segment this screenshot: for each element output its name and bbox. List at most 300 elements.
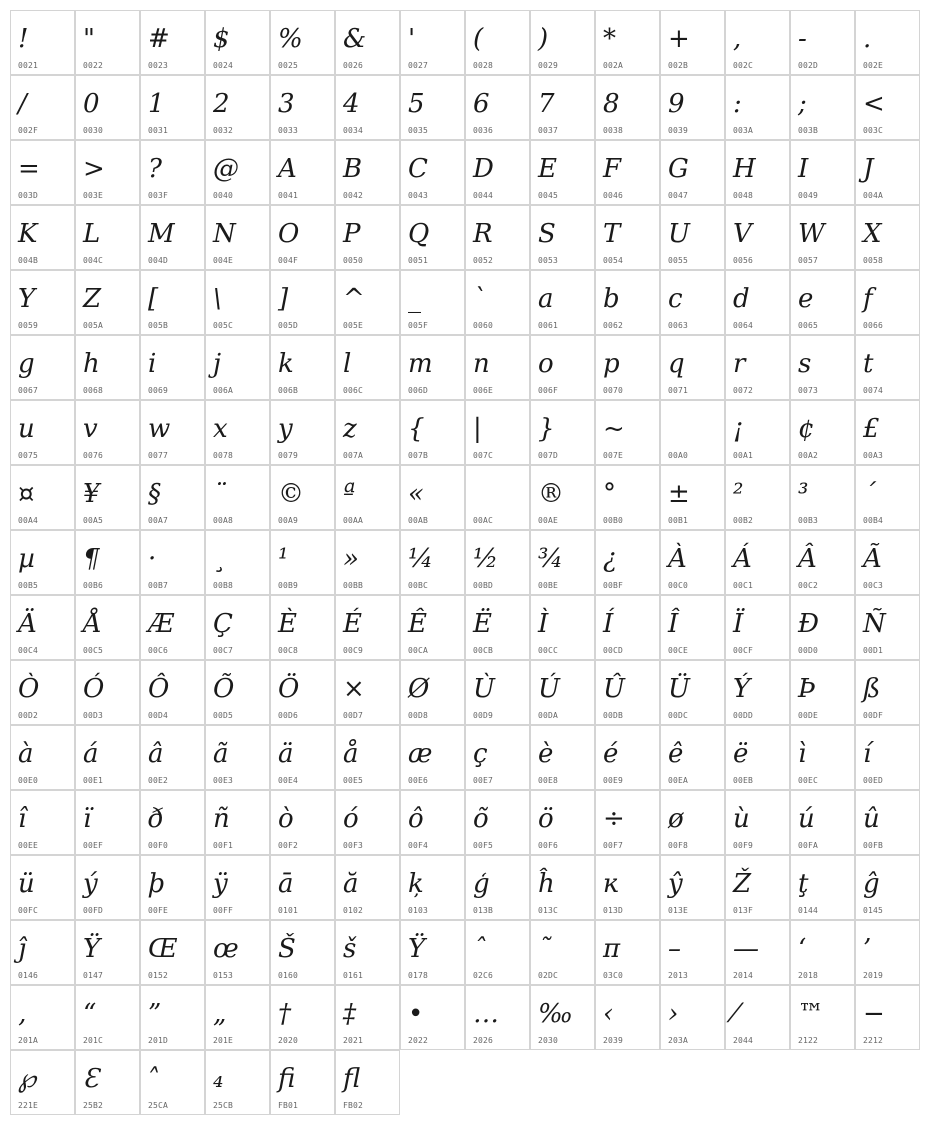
glyph-char: q: [668, 349, 685, 379]
glyph-cell: [855, 790, 920, 855]
glyph-cell: [660, 530, 725, 595]
glyph-cell: [140, 530, 205, 595]
glyph-codepoint: 201D: [148, 1036, 169, 1045]
glyph-cell: [855, 725, 920, 790]
glyph-cell: [725, 920, 790, 985]
glyph-char: /: [18, 89, 27, 119]
glyph-cell: [10, 10, 75, 75]
glyph-char: }: [538, 414, 555, 444]
glyph-cell: [10, 660, 75, 725]
glyph-cell: [140, 270, 205, 335]
glyph-codepoint: 0160: [278, 971, 299, 980]
glyph-char: D: [473, 154, 494, 184]
glyph-cell: [10, 465, 75, 530]
glyph-codepoint: 0044: [473, 191, 494, 200]
glyph-cell: [530, 660, 595, 725]
glyph-codepoint: 0147: [83, 971, 104, 980]
glyph-codepoint: 02C6: [473, 971, 494, 980]
glyph-codepoint: 002B: [668, 61, 689, 70]
glyph-codepoint: 00C6: [148, 646, 169, 655]
glyph-codepoint: 002E: [863, 61, 884, 70]
glyph-cell: [205, 270, 270, 335]
glyph-cell: [790, 595, 855, 660]
glyph-cell: [335, 75, 400, 140]
glyph-cell: [595, 660, 660, 725]
glyph-cell: [660, 790, 725, 855]
glyph-cell: [855, 205, 920, 270]
glyph-cell: [595, 465, 660, 530]
glyph-char: Y: [18, 284, 36, 314]
glyph-codepoint: 00B2: [733, 516, 754, 525]
glyph-char: f: [863, 284, 873, 314]
glyph-char: Š: [278, 934, 296, 964]
glyph-char: T: [603, 219, 621, 249]
glyph-codepoint: 00DF: [863, 711, 884, 720]
glyph-cell: [400, 595, 465, 660]
glyph-cell: [75, 75, 140, 140]
glyph-codepoint: 00A8: [213, 516, 234, 525]
glyph-codepoint: 00A0: [668, 451, 689, 460]
glyph-cell: [75, 595, 140, 660]
glyph-cell: [855, 920, 920, 985]
glyph-codepoint: 0049: [798, 191, 819, 200]
glyph-char: .: [863, 24, 872, 54]
glyph-cell: [335, 1050, 400, 1115]
glyph-char: `: [473, 284, 486, 314]
glyph-codepoint: 00E8: [538, 776, 559, 785]
glyph-char: E: [538, 154, 557, 184]
glyph-codepoint: 00DC: [668, 711, 689, 720]
glyph-cell: [205, 595, 270, 660]
glyph-char: Z: [83, 284, 102, 314]
glyph-cell: [400, 985, 465, 1050]
glyph-codepoint: 00E7: [473, 776, 494, 785]
glyph-cell: [660, 985, 725, 1050]
glyph-cell: [400, 855, 465, 920]
glyph-codepoint: 007A: [343, 451, 364, 460]
glyph-codepoint: 00FC: [18, 906, 39, 915]
glyph-char: ĵ: [18, 934, 27, 964]
glyph-char: l: [343, 349, 352, 379]
glyph-codepoint: 004E: [213, 256, 234, 265]
glyph-codepoint: 0144: [798, 906, 819, 915]
glyph-char: ;: [798, 89, 807, 119]
glyph-char: X: [863, 219, 882, 249]
glyph-char: –: [668, 934, 681, 964]
glyph-codepoint: 2013: [668, 971, 689, 980]
glyph-char: m: [408, 349, 433, 379]
glyph-cell: [530, 855, 595, 920]
glyph-cell: [790, 985, 855, 1050]
glyph-codepoint: 002F: [18, 126, 39, 135]
glyph-cell: [595, 270, 660, 335]
glyph-char: Ì: [538, 609, 549, 639]
glyph-cell: [595, 205, 660, 270]
glyph-cell: [75, 920, 140, 985]
glyph-char: S: [538, 219, 556, 249]
glyph-codepoint: 0071: [668, 386, 689, 395]
glyph-char: Ð: [798, 609, 819, 639]
glyph-codepoint: 00BB: [343, 581, 364, 590]
glyph-codepoint: 00E6: [408, 776, 429, 785]
glyph-cell: [530, 920, 595, 985]
glyph-codepoint: 00B0: [603, 516, 624, 525]
glyph-codepoint: 0038: [603, 126, 624, 135]
glyph-char: Ã: [863, 544, 882, 574]
glyph-char: ¤: [18, 479, 35, 509]
glyph-cell: [205, 660, 270, 725]
glyph-char: â: [148, 739, 164, 769]
glyph-codepoint: 0068: [83, 386, 104, 395]
glyph-cell: [270, 920, 335, 985]
glyph-char: Ø: [408, 674, 430, 704]
glyph-char: K: [18, 219, 38, 249]
glyph-cell: [465, 75, 530, 140]
glyph-codepoint: 2022: [408, 1036, 429, 1045]
glyph-cell: [530, 75, 595, 140]
glyph-cell: [790, 10, 855, 75]
glyph-char: 6: [473, 89, 490, 119]
glyph-char: ķ: [408, 869, 424, 899]
glyph-codepoint: 00D0: [798, 646, 819, 655]
glyph-char: Æ: [148, 609, 175, 639]
glyph-codepoint: 03C0: [603, 971, 624, 980]
glyph-codepoint: 0072: [733, 386, 754, 395]
glyph-cell: [530, 985, 595, 1050]
glyph-codepoint: 00FA: [798, 841, 819, 850]
glyph-char: Ñ: [863, 609, 886, 639]
glyph-cell: [660, 595, 725, 660]
glyph-cell: [335, 725, 400, 790]
glyph-codepoint: 0039: [668, 126, 689, 135]
glyph-char: ŷ: [668, 869, 683, 899]
glyph-codepoint: 00F2: [278, 841, 299, 850]
glyph-char: ¸: [213, 544, 226, 574]
glyph-char: P: [343, 219, 361, 249]
glyph-char: Ù: [473, 674, 495, 704]
glyph-char: ê: [668, 739, 684, 769]
glyph-cell: [10, 855, 75, 920]
glyph-cell: [400, 400, 465, 465]
glyph-cell: [530, 335, 595, 400]
glyph-codepoint: 00E3: [213, 776, 234, 785]
glyph-char: %: [278, 24, 303, 54]
glyph-cell: [855, 855, 920, 920]
glyph-char: ﬁ: [278, 1064, 296, 1094]
glyph-char: Í: [603, 609, 614, 639]
glyph-cell: [725, 725, 790, 790]
glyph-cell: [205, 1050, 270, 1115]
glyph-cell: [335, 530, 400, 595]
glyph-cell: [335, 140, 400, 205]
glyph-codepoint: 007E: [603, 451, 624, 460]
glyph-cell: [270, 205, 335, 270]
glyph-codepoint: 0050: [343, 256, 364, 265]
glyph-char: G: [668, 154, 689, 184]
glyph-cell: [400, 75, 465, 140]
glyph-codepoint: 00AB: [408, 516, 429, 525]
glyph-codepoint: 00C0: [668, 581, 689, 590]
glyph-codepoint: 0024: [213, 61, 234, 70]
glyph-cell: [270, 660, 335, 725]
glyph-codepoint: 00B4: [863, 516, 884, 525]
glyph-char: ù: [733, 804, 750, 834]
glyph-cell: [10, 335, 75, 400]
glyph-codepoint: 221E: [18, 1101, 39, 1110]
glyph-cell: [335, 660, 400, 725]
glyph-char: 5: [408, 89, 425, 119]
glyph-char: t: [863, 349, 874, 379]
glyph-cell: [205, 335, 270, 400]
glyph-char: ë: [733, 739, 749, 769]
glyph-codepoint: 0079: [278, 451, 299, 460]
glyph-codepoint: 2018: [798, 971, 819, 980]
glyph-codepoint: 0064: [733, 321, 754, 330]
glyph-cell: [595, 335, 660, 400]
glyph-cell: [725, 140, 790, 205]
glyph-codepoint: 004A: [863, 191, 884, 200]
glyph-cell: [10, 985, 75, 1050]
glyph-char: ú: [798, 804, 815, 834]
glyph-char: o: [538, 349, 554, 379]
glyph-codepoint: 00E4: [278, 776, 299, 785]
glyph-cell: [400, 10, 465, 75]
glyph-codepoint: 0048: [733, 191, 754, 200]
glyph-cell: [270, 140, 335, 205]
glyph-grid: [10, 10, 920, 1115]
glyph-cell: [400, 270, 465, 335]
glyph-codepoint: 00C9: [343, 646, 364, 655]
glyph-cell: [270, 1050, 335, 1115]
glyph-codepoint: 00EA: [668, 776, 689, 785]
glyph-cell: [790, 335, 855, 400]
glyph-codepoint: 0023: [148, 61, 169, 70]
glyph-codepoint: 00BD: [473, 581, 494, 590]
glyph-codepoint: 2020: [278, 1036, 299, 1045]
glyph-cell: [660, 400, 725, 465]
glyph-char: Ÿ: [83, 934, 101, 964]
glyph-char: ": [83, 24, 95, 54]
glyph-codepoint: 00AA: [343, 516, 364, 525]
glyph-codepoint: 007B: [408, 451, 429, 460]
glyph-codepoint: 2014: [733, 971, 754, 980]
glyph-codepoint: 00C5: [83, 646, 104, 655]
glyph-char: [: [148, 284, 159, 314]
glyph-char: π: [603, 934, 621, 964]
glyph-codepoint: 00D1: [863, 646, 884, 655]
glyph-char: 8: [603, 89, 620, 119]
glyph-codepoint: 2030: [538, 1036, 559, 1045]
glyph-codepoint: 00FF: [213, 906, 234, 915]
glyph-cell: [790, 855, 855, 920]
glyph-cell: [790, 270, 855, 335]
glyph-codepoint: FB02: [343, 1101, 364, 1110]
glyph-codepoint: 0045: [538, 191, 559, 200]
glyph-char: ²: [733, 479, 744, 509]
glyph-codepoint: 013D: [603, 906, 624, 915]
glyph-codepoint: 00C7: [213, 646, 234, 655]
glyph-cell: [75, 530, 140, 595]
glyph-codepoint: 201A: [18, 1036, 39, 1045]
glyph-cell: [400, 530, 465, 595]
glyph-char: Ô: [148, 674, 170, 704]
glyph-char: _: [408, 284, 421, 314]
glyph-char: a: [538, 284, 554, 314]
glyph-codepoint: 0042: [343, 191, 364, 200]
glyph-codepoint: 0052: [473, 256, 494, 265]
glyph-char: ¶: [83, 544, 100, 574]
glyph-codepoint: 00A3: [863, 451, 884, 460]
glyph-codepoint: 00DA: [538, 711, 559, 720]
glyph-cell: [465, 920, 530, 985]
glyph-cell: [595, 790, 660, 855]
glyph-codepoint: 00A5: [83, 516, 104, 525]
glyph-codepoint: 005C: [213, 321, 234, 330]
glyph-cell: [465, 530, 530, 595]
glyph-cell: [335, 855, 400, 920]
glyph-char: Â: [798, 544, 817, 574]
glyph-char: æ: [408, 739, 433, 769]
glyph-cell: [790, 140, 855, 205]
glyph-char: b: [603, 284, 620, 314]
glyph-cell: [335, 270, 400, 335]
glyph-codepoint: 00C1: [733, 581, 754, 590]
glyph-char: C: [408, 154, 428, 184]
glyph-cell: [530, 205, 595, 270]
glyph-codepoint: 00EC: [798, 776, 819, 785]
glyph-cell: [465, 985, 530, 1050]
glyph-cell: [530, 725, 595, 790]
glyph-cell: [10, 920, 75, 985]
glyph-codepoint: 00CA: [408, 646, 429, 655]
glyph-cell: [205, 140, 270, 205]
glyph-codepoint: 006F: [538, 386, 559, 395]
glyph-char: g: [18, 349, 35, 379]
glyph-codepoint: 00DE: [798, 711, 819, 720]
glyph-char: ¡: [733, 414, 744, 444]
glyph-codepoint: 0053: [538, 256, 559, 265]
glyph-cell: [140, 595, 205, 660]
glyph-char: V: [733, 219, 752, 249]
glyph-char: \: [213, 284, 222, 314]
glyph-cell: [790, 400, 855, 465]
glyph-codepoint: 00CB: [473, 646, 494, 655]
glyph-char: ½: [473, 544, 499, 574]
glyph-codepoint: 00F4: [408, 841, 429, 850]
glyph-codepoint: 25CB: [213, 1101, 234, 1110]
glyph-char: {: [408, 414, 425, 444]
glyph-cell: [855, 400, 920, 465]
glyph-char: (: [473, 24, 484, 54]
glyph-char: °: [603, 479, 616, 509]
glyph-char: v: [83, 414, 98, 444]
glyph-cell: [205, 205, 270, 270]
glyph-char: H: [733, 154, 756, 184]
glyph-char: µ: [18, 544, 35, 574]
glyph-char: ‡: [343, 999, 356, 1029]
glyph-char: 7: [538, 89, 555, 119]
glyph-char: [668, 409, 676, 449]
glyph-codepoint: 00F6: [538, 841, 559, 850]
glyph-cell: [335, 920, 400, 985]
glyph-codepoint: 0060: [473, 321, 494, 330]
glyph-codepoint: 0032: [213, 126, 234, 135]
glyph-char: ‘: [798, 934, 807, 964]
glyph-codepoint: 0061: [538, 321, 559, 330]
glyph-char: j: [213, 349, 222, 379]
glyph-char: ì: [798, 739, 807, 769]
glyph-char: Ÿ: [408, 934, 426, 964]
glyph-char: ±: [668, 479, 690, 509]
glyph-char: Œ: [148, 934, 178, 964]
glyph-char: y: [278, 414, 293, 444]
glyph-cell: [270, 335, 335, 400]
glyph-cell: [660, 205, 725, 270]
glyph-cell: [270, 985, 335, 1050]
glyph-codepoint: 005A: [83, 321, 104, 330]
glyph-codepoint: 006A: [213, 386, 234, 395]
glyph-codepoint: 0069: [148, 386, 169, 395]
glyph-char: Ë: [473, 609, 492, 639]
glyph-cell: [725, 595, 790, 660]
glyph-cell: [725, 790, 790, 855]
glyph-cell: [75, 335, 140, 400]
glyph-cell: [75, 205, 140, 270]
glyph-char: Û: [603, 674, 625, 704]
glyph-cell: [660, 140, 725, 205]
glyph-codepoint: 00AE: [538, 516, 559, 525]
glyph-cell: [660, 725, 725, 790]
glyph-cell: [595, 10, 660, 75]
glyph-cell: [140, 855, 205, 920]
glyph-cell: [855, 660, 920, 725]
glyph-char: Ï: [733, 609, 744, 639]
glyph-codepoint: 203A: [668, 1036, 689, 1045]
glyph-char: |: [473, 414, 482, 444]
glyph-cell: [855, 335, 920, 400]
glyph-char: ¢: [798, 414, 815, 444]
glyph-char: È: [278, 609, 297, 639]
glyph-cell: [595, 920, 660, 985]
glyph-cell: [205, 465, 270, 530]
glyph-char: >: [83, 154, 105, 184]
glyph-codepoint: 006E: [473, 386, 494, 395]
glyph-cell: [400, 725, 465, 790]
glyph-cell: [75, 855, 140, 920]
glyph-codepoint: 0037: [538, 126, 559, 135]
glyph-cell: [660, 270, 725, 335]
glyph-char: Ý: [733, 674, 751, 704]
glyph-cell: [335, 465, 400, 530]
glyph-codepoint: 0078: [213, 451, 234, 460]
glyph-cell: [725, 855, 790, 920]
glyph-codepoint: 013C: [538, 906, 559, 915]
glyph-codepoint: 00F1: [213, 841, 234, 850]
glyph-char: §: [148, 479, 161, 509]
glyph-char: ø: [668, 804, 684, 834]
glyph-char: F: [603, 154, 622, 184]
glyph-codepoint: 00B6: [83, 581, 104, 590]
glyph-char: c: [668, 284, 683, 314]
glyph-char: À: [668, 544, 687, 574]
glyph-codepoint: 0152: [148, 971, 169, 980]
glyph-char: Q: [408, 219, 430, 249]
glyph-char: ï: [83, 804, 92, 834]
glyph-char: ă: [343, 869, 359, 899]
glyph-codepoint: 00A9: [278, 516, 299, 525]
glyph-char: ĝ: [863, 869, 880, 899]
glyph-cell: [790, 660, 855, 725]
